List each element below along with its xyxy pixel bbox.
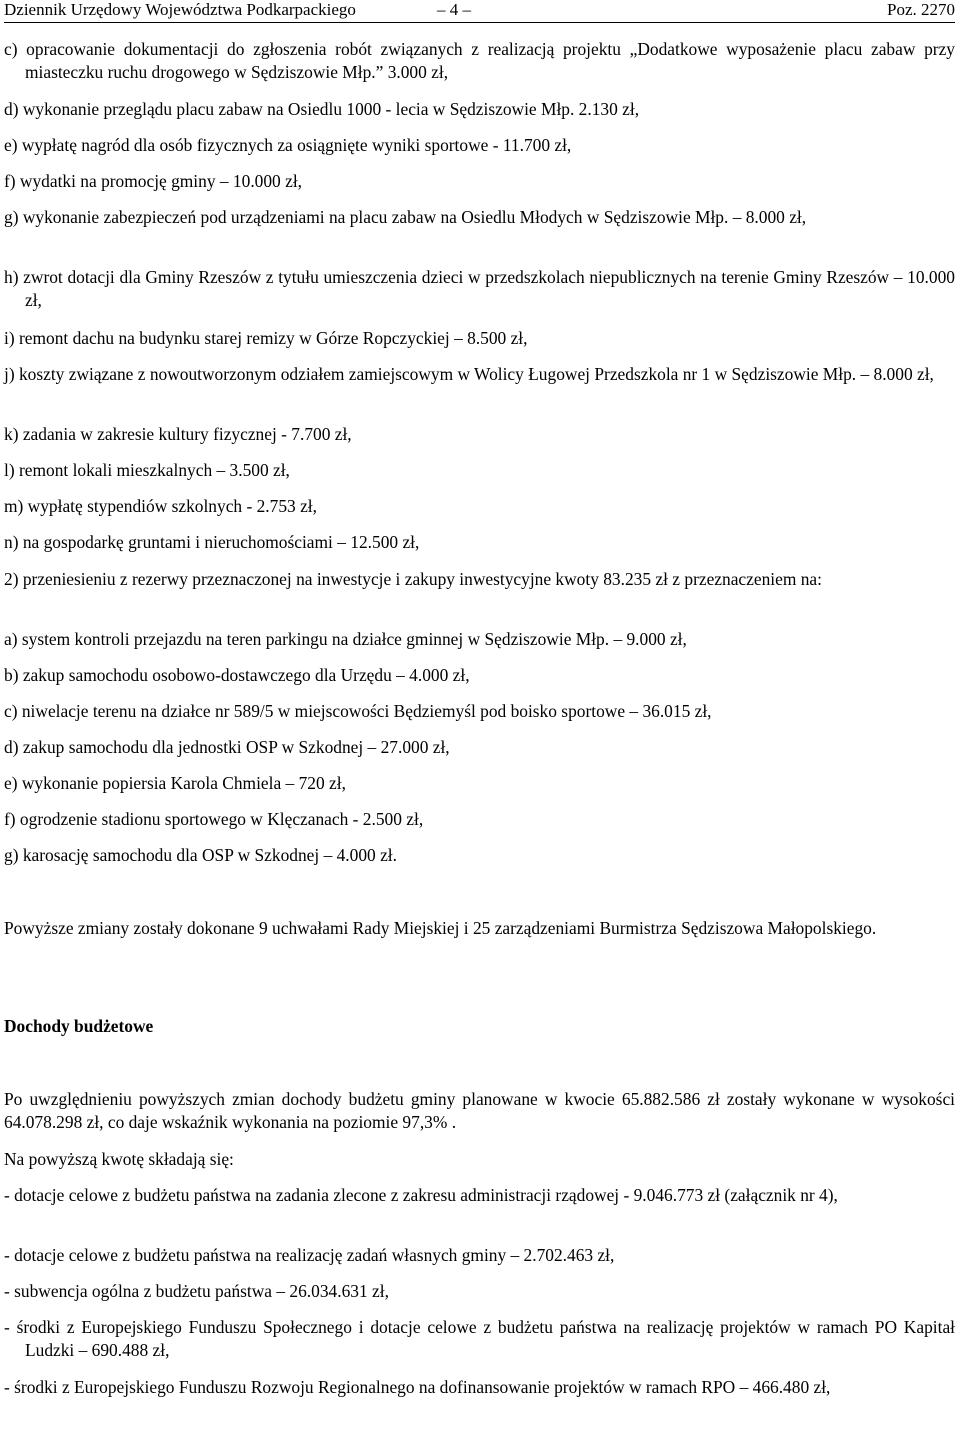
income-item: - środki z Europejskiego Funduszu Rozwoju Regionalnego na dofinansowanie projektów w ramach RPO – 466.480 zł,	[4, 1377, 831, 1397]
income-item: - dotacje celowe z budżetu państwa na realizację zadań własnych gminy – 2.702.463 zł,	[4, 1245, 615, 1265]
section-2-intro: 2) przeniesieniu z rezerwy przeznaczonej na inwestycje i zakupy inwestycyjne kwoty 83.235 zł z przeznaczeniem na:	[4, 569, 822, 589]
item-n: n) na gospodarkę gruntami i nieruchomościami – 12.500 zł,	[4, 532, 420, 552]
item2-a: a) system kontroli przejazdu na teren parkingu na działce gminnej w Sędziszowie Młp. – 9.000 zł,	[4, 629, 687, 649]
page-header	[4, 0, 955, 23]
item2-c: c) niwelacje terenu na działce nr 589/5 w miejscowości Będziemyśl pod boisko sportowe – 36.015 zł,	[4, 701, 712, 721]
item-h: h) zwrot dotacji dla Gminy Rzeszów z tytułu umieszczenia dzieci w przedszkolach niepublicznych na terenie Gminy Rzeszów – 10.000 zł,	[4, 267, 955, 310]
page-number: – 4 –	[437, 0, 471, 19]
section-heading: Dochody budżetowe	[4, 1016, 154, 1036]
income-intro: Na powyższą kwotę składają się:	[4, 1149, 234, 1169]
changes-summary: Powyższe zmiany zostały dokonane 9 uchwałami Rady Miejskiej i 25 zarządzeniami Burmistrza Sędziszowa Małopolskiego.	[4, 918, 877, 938]
income-item: - środki z Europejskiego Funduszu Społecznego i dotacje celowe z budżetu państwa na realizację projektów w ramach PO Kapitał Ludzki – 690.488 zł,	[4, 1317, 955, 1360]
item-g: g) wykonanie zabezpieczeń pod urządzeniami na placu zabaw na Osiedlu Młodych w Sędziszowie Młp. – 8.000 zł,	[4, 207, 807, 227]
item2-f: f) ogrodzenie stadionu sportowego w Klęczanach - 2.500 zł,	[4, 809, 424, 829]
income-item: - dotacje celowe z budżetu państwa na zadania zlecone z zakresu administracji rządowej - 9.046.773 zł (załącznik nr 4),	[4, 1185, 838, 1205]
item-d: d) wykonanie przeglądu placu zabaw na Osiedlu 1000 - lecia w Sędziszowie Młp. 2.130 zł,	[4, 99, 640, 119]
item-e: e) wypłatę nagród dla osób fizycznych za osiągnięte wyniki sportowe - 11.700 zł,	[4, 135, 572, 155]
item2-b: b) zakup samochodu osobowo-dostawczego dla Urzędu – 4.000 zł,	[4, 665, 470, 685]
item-f: f) wydatki na promocję gminy – 10.000 zł,	[4, 171, 302, 191]
item2-d: d) zakup samochodu dla jednostki OSP w Szkodnej – 27.000 zł,	[4, 737, 450, 757]
item-c: c) opracowanie dokumentacji do zgłoszenia robót związanych z realizacją projektu „Dodatkowe wyposażenie placu zabaw przy miasteczku ruchu drogowego w Sędziszowie Młp.” 3.000 zł,	[4, 39, 955, 82]
item-j: j) koszty związane z nowoutworzonym odziałem zamiejscowym w Wolicy Ługowej Przedszkola nr 1 w Sędziszowie Młp. – 8.000 zł,	[4, 364, 934, 384]
item2-e: e) wykonanie popiersia Karola Chmiela – 720 zł,	[4, 773, 346, 793]
item-m: m) wypłatę stypendiów szkolnych - 2.753 zł,	[4, 496, 317, 516]
income-item: - subwencja ogólna z budżetu państwa – 26.034.631 zł,	[4, 1281, 389, 1301]
item2-g: g) karosację samochodu dla OSP w Szkodnej – 4.000 zł.	[4, 845, 397, 865]
item-i: i) remont dachu na budynku starej remizy w Górze Ropczyckiej – 8.500 zł,	[4, 328, 528, 348]
item-l: l) remont lokali mieszkalnych – 3.500 zł,	[4, 460, 290, 480]
position-number: Poz. 2270	[887, 0, 955, 19]
item-k: k) zadania w zakresie kultury fizycznej - 7.700 zł,	[4, 424, 352, 444]
journal-title: Dziennik Urzędowy Województwa Podkarpackiego	[4, 0, 356, 19]
income-paragraph: Po uwzględnieniu powyższych zmian dochody budżetu gminy planowane w kwocie 65.882.586 zł zostały wykonane w wysokości 64.078.298 zł, co daje wskaźnik wykonania na poziomie 97,3% .	[4, 1089, 955, 1132]
